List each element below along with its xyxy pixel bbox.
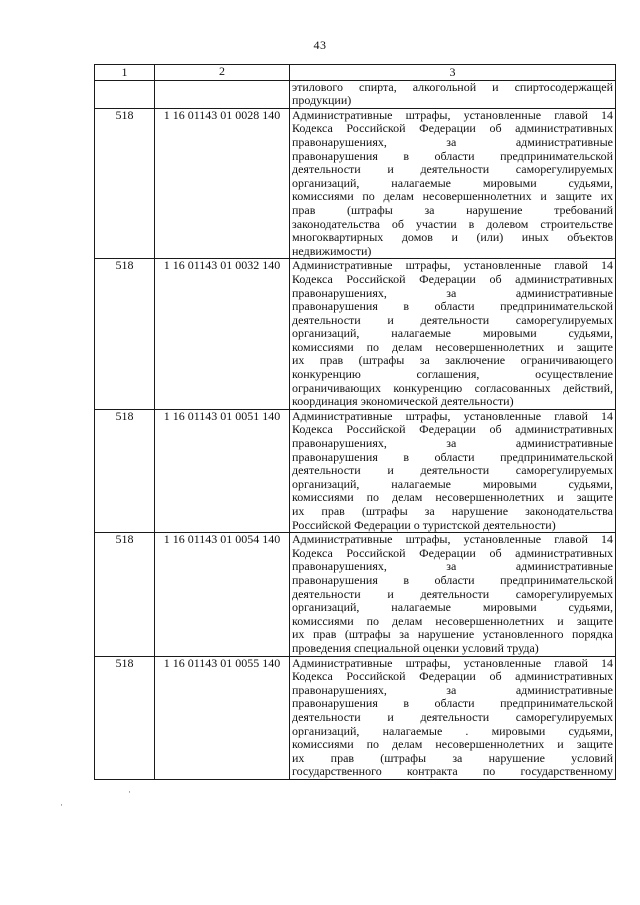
description-line: правонарушения в области предпринимательской bbox=[292, 299, 613, 314]
description-line: их прав (штрафы за нарушение законодательства bbox=[292, 504, 613, 518]
continuation-code-cell bbox=[155, 80, 290, 108]
budget-codes-table bbox=[94, 64, 616, 780]
continuation-admin-cell bbox=[95, 80, 155, 108]
description-line: деятельности и деятельности саморегулируемых bbox=[292, 709, 613, 724]
continuation-row bbox=[95, 80, 616, 108]
description-line: организаций, налагаемые . мировыми судьями, bbox=[292, 723, 613, 738]
description-line: их прав (штрафы за заключение ограничивающего bbox=[292, 353, 613, 368]
description-line: комиссиями по делам несовершеннолетних и защите bbox=[292, 490, 613, 505]
table-row bbox=[95, 108, 616, 259]
description-line: правонарушениях, за административные bbox=[292, 682, 613, 697]
description-line: правонарушения в области предпринимательской bbox=[292, 696, 613, 711]
description-line: государственного контракта по государственному bbox=[292, 764, 613, 779]
description-line: правонарушения в области предпринимательской bbox=[292, 449, 613, 464]
admin-code-cell: 518 bbox=[95, 108, 155, 259]
description-line: правонарушениях, за административные bbox=[292, 436, 613, 451]
description-line: Кодекса Российской Федерации об административных bbox=[292, 669, 613, 684]
header-row bbox=[95, 65, 616, 81]
description-line: организаций, налагаемые мировыми судьями, bbox=[292, 326, 613, 341]
description-line: Административные штрафы, установленные главой 14 bbox=[292, 258, 613, 273]
description-line: Административные штрафы, установленные главой 14 bbox=[292, 532, 613, 547]
description-line: Административные штрафы, установленные главой 14 bbox=[292, 107, 613, 122]
table-row bbox=[95, 656, 616, 779]
description-line: ограничивающих конкуренцию согласованных действий, bbox=[292, 380, 613, 395]
column-header-3: 3 bbox=[290, 65, 616, 81]
description-line: конкуренцию соглашения, осуществление bbox=[292, 367, 613, 382]
description-cell bbox=[290, 108, 616, 259]
description-line: проведения специальной оценки условий труда) bbox=[292, 640, 539, 655]
description-line: многоквартирных домов и (или) иных объектов bbox=[292, 230, 613, 245]
table-header bbox=[95, 65, 616, 81]
admin-code-cell: 518 bbox=[95, 409, 155, 532]
continuation-description-cell bbox=[290, 80, 616, 108]
description-line: правонарушениях, за административные bbox=[292, 285, 613, 300]
description-line: организаций, налагаемые мировыми судьями, bbox=[292, 476, 613, 491]
description-line: правонарушения в области предпринимательской bbox=[292, 148, 613, 163]
description-line: организаций, налагаемые мировыми судьями, bbox=[292, 175, 613, 190]
description-line: деятельности и деятельности саморегулируемых bbox=[292, 312, 613, 327]
description-line: координация экономической деятельности) bbox=[292, 394, 514, 409]
budget-classification-code-cell: 1 16 01143 01 0028 140 bbox=[155, 108, 290, 259]
budget-classification-code-cell: 1 16 01143 01 0051 140 bbox=[155, 409, 290, 532]
description-line: Кодекса Российской Федерации об административных bbox=[292, 422, 613, 437]
table-row bbox=[95, 409, 616, 532]
column-header-1: 1 bbox=[95, 65, 155, 81]
scan-artifact: · bbox=[128, 787, 131, 797]
continuation-line: этилового спирта, алкогольной и спиртосодержащей bbox=[292, 79, 613, 94]
admin-code-cell: 518 bbox=[95, 533, 155, 656]
continuation-line: продукции) bbox=[292, 93, 352, 108]
description-cell bbox=[290, 259, 616, 410]
description-line: правонарушениях, за административные bbox=[292, 134, 613, 149]
budget-classification-code-cell: 1 16 01143 01 0032 140 bbox=[155, 259, 290, 410]
description-line: деятельности и деятельности саморегулируемых bbox=[292, 162, 613, 177]
description-line: Административные штрафы, установленные главой 14 bbox=[292, 408, 613, 423]
description-line: Российской Федерации о туристской деятельности) bbox=[292, 517, 556, 532]
description-line: деятельности и деятельности саморегулируемых bbox=[292, 463, 613, 478]
description-line: законодательства об участии в долевом строительстве bbox=[292, 216, 613, 231]
description-line: комиссиями по делам несовершеннолетних и защите bbox=[292, 613, 613, 628]
admin-code-cell: 518 bbox=[95, 656, 155, 779]
description-cell bbox=[290, 656, 616, 779]
description-line: недвижимости) bbox=[292, 243, 372, 258]
description-line: Кодекса Российской Федерации об административных bbox=[292, 271, 613, 286]
description-line: комиссиями по делам несовершеннолетних и защите bbox=[292, 737, 613, 752]
description-cell bbox=[290, 533, 616, 656]
description-line: комиссиями по делам несовершеннолетних и защите bbox=[292, 339, 613, 354]
description-line: деятельности и деятельности саморегулируемых bbox=[292, 586, 613, 601]
description-line: Кодекса Российской Федерации об административных bbox=[292, 545, 613, 560]
scan-artifact: · bbox=[60, 800, 63, 810]
table-row bbox=[95, 259, 616, 410]
table-row bbox=[95, 533, 616, 656]
description-line: организаций, налагаемые мировыми судьями, bbox=[292, 600, 613, 615]
page-number: 43 bbox=[313, 38, 327, 52]
budget-classification-code-cell: 1 16 01143 01 0055 140 bbox=[155, 656, 290, 779]
admin-code-cell: 518 bbox=[95, 259, 155, 410]
table-body bbox=[95, 80, 616, 779]
description-line: их прав (штрафы за нарушение условий bbox=[292, 750, 613, 765]
description-cell bbox=[290, 409, 616, 532]
column-header-2: 2 bbox=[155, 65, 290, 81]
description-line: Административные штрафы, установленные главой 14 bbox=[292, 655, 613, 670]
description-line: Кодекса Российской Федерации об административных bbox=[292, 121, 613, 136]
description-line: правонарушениях, за административные bbox=[292, 559, 613, 574]
budget-classification-code-cell: 1 16 01143 01 0054 140 bbox=[155, 533, 290, 656]
description-line: прав (штрафы за нарушение требований bbox=[292, 202, 613, 217]
description-line: их прав (штрафы за нарушение установленного порядка bbox=[292, 627, 613, 642]
description-line: комиссиями по делам несовершеннолетних и защите их bbox=[292, 189, 613, 204]
description-line: правонарушения в области предпринимательской bbox=[292, 572, 613, 587]
